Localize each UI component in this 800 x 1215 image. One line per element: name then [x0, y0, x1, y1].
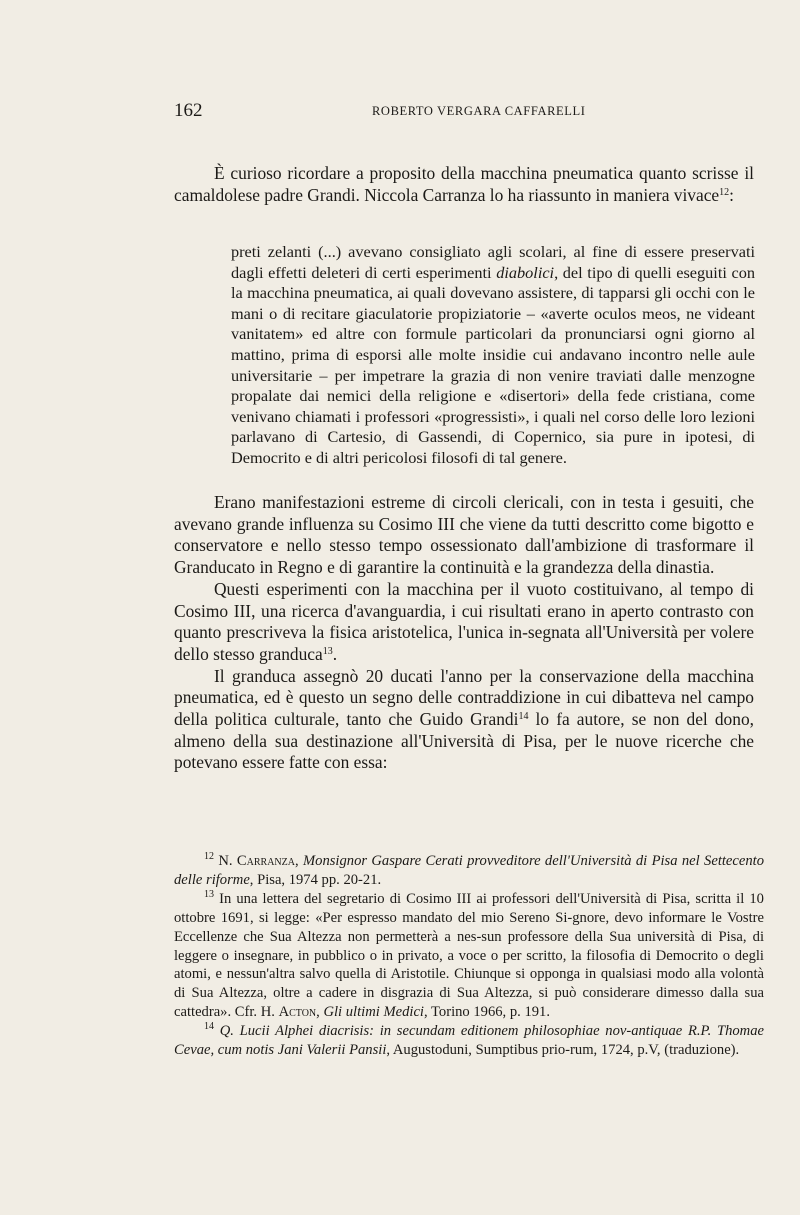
paragraph-2-text: Questi esperimenti con la macchina per il vuoto costituivano, al tempo di Cosimo III, una ricerca d'avanguardia, i cui risultati erano in aperto contrasto con quanto prescriveva la fisica aristotelica, l'unica in-segnata all'Università per volere dello stesso granduca — [174, 578, 754, 664]
footnote-text: , — [316, 1004, 324, 1021]
footnote-author: Carranza — [236, 853, 295, 869]
paragraph-3-text-b: lo fa autore, se non del dono, almeno della sua destinazione all'Università di Pisa, per le nuove ricerche che potevano essere fatte con essa: — [174, 709, 754, 773]
main-text — [174, 492, 754, 774]
running-head — [174, 100, 694, 124]
footnote-text: N. — [218, 853, 237, 869]
footnotes — [174, 852, 764, 1060]
footnote-14 — [174, 1022, 764, 1060]
page-number: 162 — [174, 100, 203, 121]
footnote-ref-14[interactable]: 14 — [518, 711, 529, 723]
footnote-ref-13[interactable]: 13 — [322, 645, 333, 657]
footnote-ref-12[interactable]: 12 — [719, 186, 730, 198]
paragraph-3-text-a: Il granduca assegnò 20 ducati l'anno per la conservazione della macchina pneumatica, ed è questo un segno delle contraddizione in cui dibatteva nel campo della politica culturale, tanto che Guido Grandi — [174, 665, 754, 730]
footnote-text: In una lettera del segretario di Cosimo III ai professori dell'Università di Pisa, scritta il 10 ottobre 1691, si legge: «Per espresso mandato del mio Sereno Si-gnore, devo informare le Vostre Eccellenze che Sua Altezza non permetterà a nes-sun professore della Sua università di Pisa, di leggere o insegnare, in pubblico o in privato, a voce o per scritto, la filosofia di Democrito o degli atomi, e nessun'altra salvo quella di Aristotile. Chiunque si opponga in qualsiasi modo alla volontà di Sua Altezza, oltre a cadere in disgrazia di Sua Altezza, si può considerare dimesso dalla sua cattedra». Cfr. H. — [174, 890, 764, 1021]
intro-colon: : — [729, 184, 734, 205]
footnote-number: 14 — [204, 1021, 214, 1033]
intro-paragraph — [174, 163, 754, 206]
paragraph-3 — [174, 666, 754, 775]
paragraph-2 — [174, 579, 754, 666]
footnote-title: Q. Lucii Alphei diacrisis: in secundam editionem philosophiae nov-antiquae R.P. Thomae Cevae, cum notis Jani Valerii Pansii — [174, 1023, 764, 1059]
footnote-title: Gli ultimi Medici — [323, 1004, 424, 1021]
footnote-13 — [174, 890, 764, 1022]
paragraph-1: Erano manifestazioni estreme di circoli clericali, con in testa i gesuiti, che avevano grande influenza su Cosimo III che viene da tutti descritto come bigotto e conservatore e nello stesso tempo ossessionato dall'ambizione di trasformare il Granducato in Regno e di garantire la continuità e la grandezza della dinastia. — [174, 492, 754, 578]
footnote-author: Acton — [278, 1004, 317, 1021]
footnote-number: 12 — [204, 851, 214, 862]
footnote-number: 13 — [204, 888, 214, 900]
block-quote — [231, 242, 755, 469]
footnote-12 — [174, 852, 764, 890]
quote-text-a: preti zelanti (...) avevano consigliato agli scolari, al fine di essere preservati dagli effetti deleteri di certi esperimenti — [231, 242, 755, 282]
running-title: ROBERTO VERGARA CAFFARELLI — [372, 104, 586, 118]
footnote-text: , Torino 1966, p. 191. — [423, 1004, 550, 1021]
footnote-title: Monsignor Gaspare Cerati provveditore dell'Università di Pisa nel Settecento delle riforme — [174, 853, 765, 888]
footnote-text: , — [294, 853, 303, 869]
intro-text: È curioso ricordare a proposito della macchina pneumatica quanto scrisse il camaldolese padre Grandi. Niccola Carranza lo ha riassunto in maniera vivace — [174, 163, 754, 205]
quote-text-b: , del tipo di quelli eseguiti con la macchina pneumatica, ai quali dovevano assistere, di tapparsi gli occhi con le mani o di recitare giaculatorie propiziatorie – «averte oculos meos, ne videant vanitatem» ed altre con formule particolari da pronunciarsi ogni giorno al mattino, prima di esporsi alle molte insidie cui andavano incontro nelle aule universitarie – per impetrare la grazia di non venire traviati dalle menzogne propalate dai nemici della religione e «disertori» della fede cristiana, come venivano chiamati i professori «progressisti», i quali nel corso delle loro lezioni parlavano di Cartesio, di Gassendi, di Copernico, sia pure in ipotesi, di Democrito e di altri pericolosi filosofi di tal genere. — [231, 262, 755, 467]
footnote-text: , Pisa, 1974 pp. 20-21. — [249, 871, 382, 888]
footnote-text: , Augustoduni, Sumptibus prio-rum, 1724, p.V, (traduzione). — [386, 1042, 740, 1059]
paragraph-2-end: . — [332, 643, 338, 664]
quote-italic-word: diabolici — [496, 262, 555, 282]
